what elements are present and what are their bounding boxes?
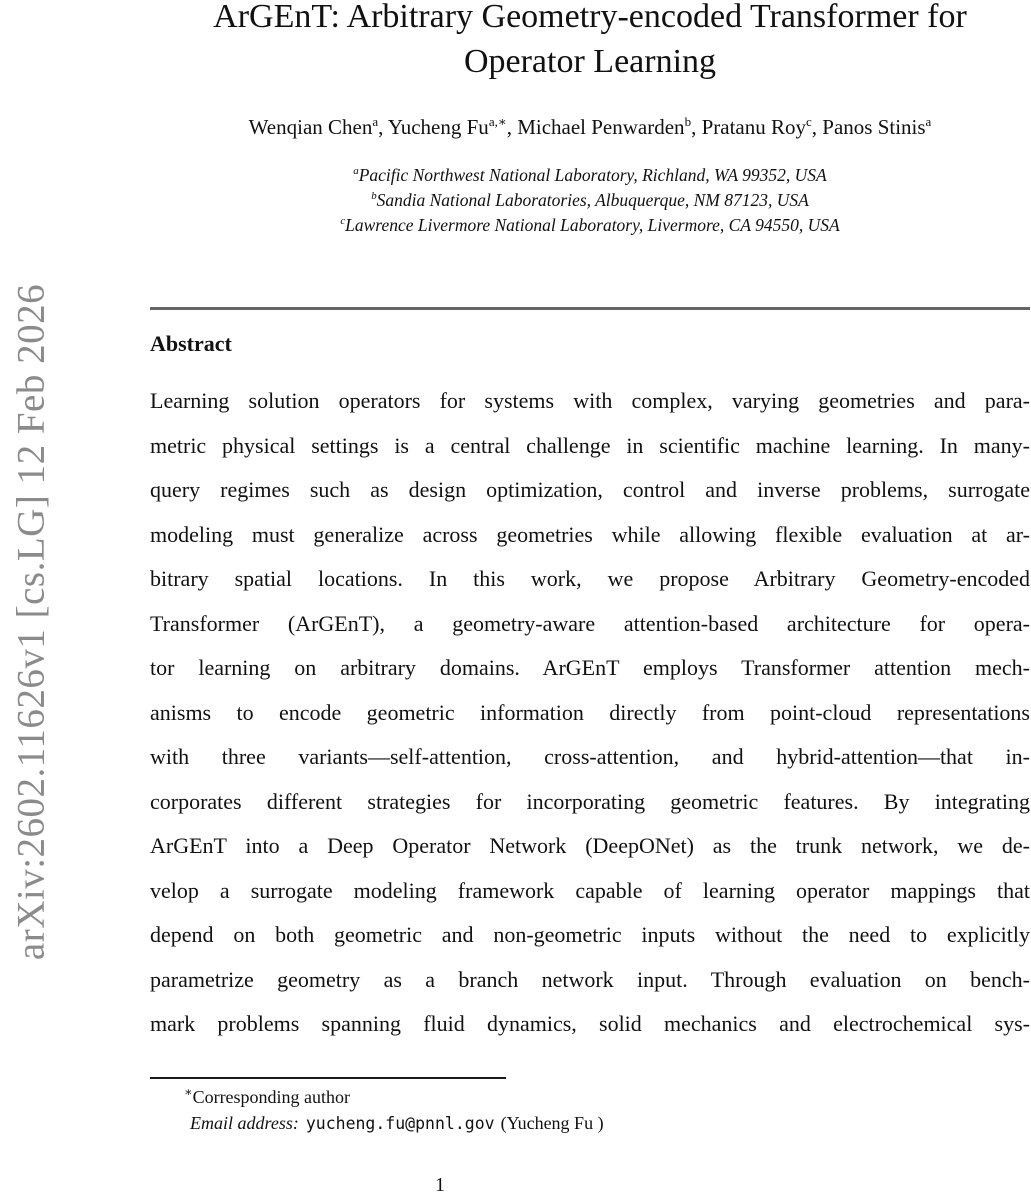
corresponding-author-note <box>150 1084 1030 1110</box>
corresponding-author-label: Corresponding author <box>192 1086 351 1107</box>
abstract-line: Transformer (ArGEnT), a geometry-aware attention-based architecture for opera- <box>150 610 1030 636</box>
abstract-text <box>150 379 1030 1047</box>
footnote-rule <box>150 1077 506 1079</box>
affiliation-c <box>150 213 1030 238</box>
affiliation-list <box>150 163 1030 238</box>
author-3-name: Michael Penwarden <box>517 115 685 139</box>
page-number: 1 <box>435 1174 445 1196</box>
author-5-affil-mark: a <box>925 114 932 129</box>
arxiv-watermark: arXiv:2602.11626v1 [cs.LG] 12 Feb 2026 <box>9 283 53 961</box>
email-owner: (Yucheng Fu ) <box>500 1112 604 1133</box>
paper-content <box>150 0 1030 1137</box>
affiliation-c-text: Lawrence Livermore National Laboratory, Livermore, CA 94550, USA <box>345 215 840 235</box>
author-separator: , <box>378 115 388 139</box>
author-5-name: Panos Stinis <box>822 115 926 139</box>
abstract-line: metric physical settings is a central challenge in scientific machine learning. In many- <box>150 432 1030 458</box>
author-1-name: Wenqian Chen <box>248 115 373 139</box>
email-link[interactable]: yucheng.fu@pnnl.gov <box>305 1113 495 1133</box>
author-2-name: Yucheng Fu <box>387 115 489 139</box>
abstract-line: depend on both geometric and non-geometric inputs without the need to explicitly <box>150 922 1030 947</box>
affiliation-b <box>150 188 1030 213</box>
author-line <box>150 114 1030 140</box>
affiliation-a-text: Pacific Northwest National Laboratory, Richland, WA 99352, USA <box>358 165 827 185</box>
affiliation-b-marker: b <box>371 190 377 203</box>
author-4-name: Pratanu Roy <box>701 115 806 139</box>
abstract-line: velop a surrogate modeling framework capable of learning operator mappings that <box>150 877 1030 903</box>
affiliation-c-marker: c <box>340 215 346 228</box>
author-separator: , <box>691 115 702 139</box>
abstract-line: Learning solution operators for systems with complex, varying geometries and para- <box>150 388 1030 413</box>
email-note <box>150 1110 1030 1137</box>
abstract-line: parametrize geometry as a branch network input. Through evaluation on bench- <box>150 966 1030 992</box>
abstract-line: anisms to encode geometric information directly from point-cloud representations <box>150 699 1030 725</box>
affiliation-a-marker: a <box>353 165 359 178</box>
abstract-line: ArGEnT into a Deep Operator Network (DeepONet) as the trunk network, we de- <box>150 833 1030 858</box>
footnote <box>150 1084 1030 1137</box>
abstract-line: bitrary spatial locations. In this work, we propose Arbitrary Geometry-encoded <box>150 566 1030 591</box>
author-separator: , <box>506 115 518 139</box>
paper-title-line2: Operator Learning <box>463 43 717 80</box>
affiliation-a <box>150 163 1030 188</box>
author-2-affil-mark: a,∗ <box>488 114 507 129</box>
author-4 <box>702 115 823 139</box>
affiliation-b-text: Sandia National Laboratories, Albuquerque, NM 87123, USA <box>376 190 809 210</box>
author-2 <box>388 115 517 139</box>
email-label: Email address: <box>190 1112 299 1133</box>
author-separator: , <box>811 115 823 139</box>
abstract-line: query regimes such as design optimization, control and inverse problems, surrogate <box>150 477 1030 502</box>
abstract-line: corporates different strategies for incorporating geometric features. By integrating <box>150 788 1030 814</box>
author-1-affil-mark: a <box>372 114 379 129</box>
separator-rule <box>150 307 1030 310</box>
author-3 <box>517 115 701 139</box>
author-1 <box>249 115 388 139</box>
footnote-marker: ∗ <box>184 1084 193 1099</box>
paper-title <box>150 0 1030 84</box>
abstract-heading: Abstract <box>150 331 232 356</box>
author-5 <box>822 115 931 139</box>
abstract-line: modeling must generalize across geometries while allowing flexible evaluation at ar- <box>150 521 1030 547</box>
abstract-line: tor learning on arbitrary domains. ArGEnT employs Transformer attention mech- <box>150 655 1030 680</box>
author-3-affil-mark: b <box>684 114 692 129</box>
abstract-line: with three variants—self-attention, cross-attention, and hybrid-attention—that in- <box>150 744 1030 769</box>
paper-title-line1: ArGEnT: Arbitrary Geometry-encoded Transformer for <box>213 0 967 35</box>
abstract-line: mark problems spanning fluid dynamics, solid mechanics and electrochemical sys- <box>150 1011 1030 1036</box>
author-4-affil-mark: c <box>805 114 812 129</box>
